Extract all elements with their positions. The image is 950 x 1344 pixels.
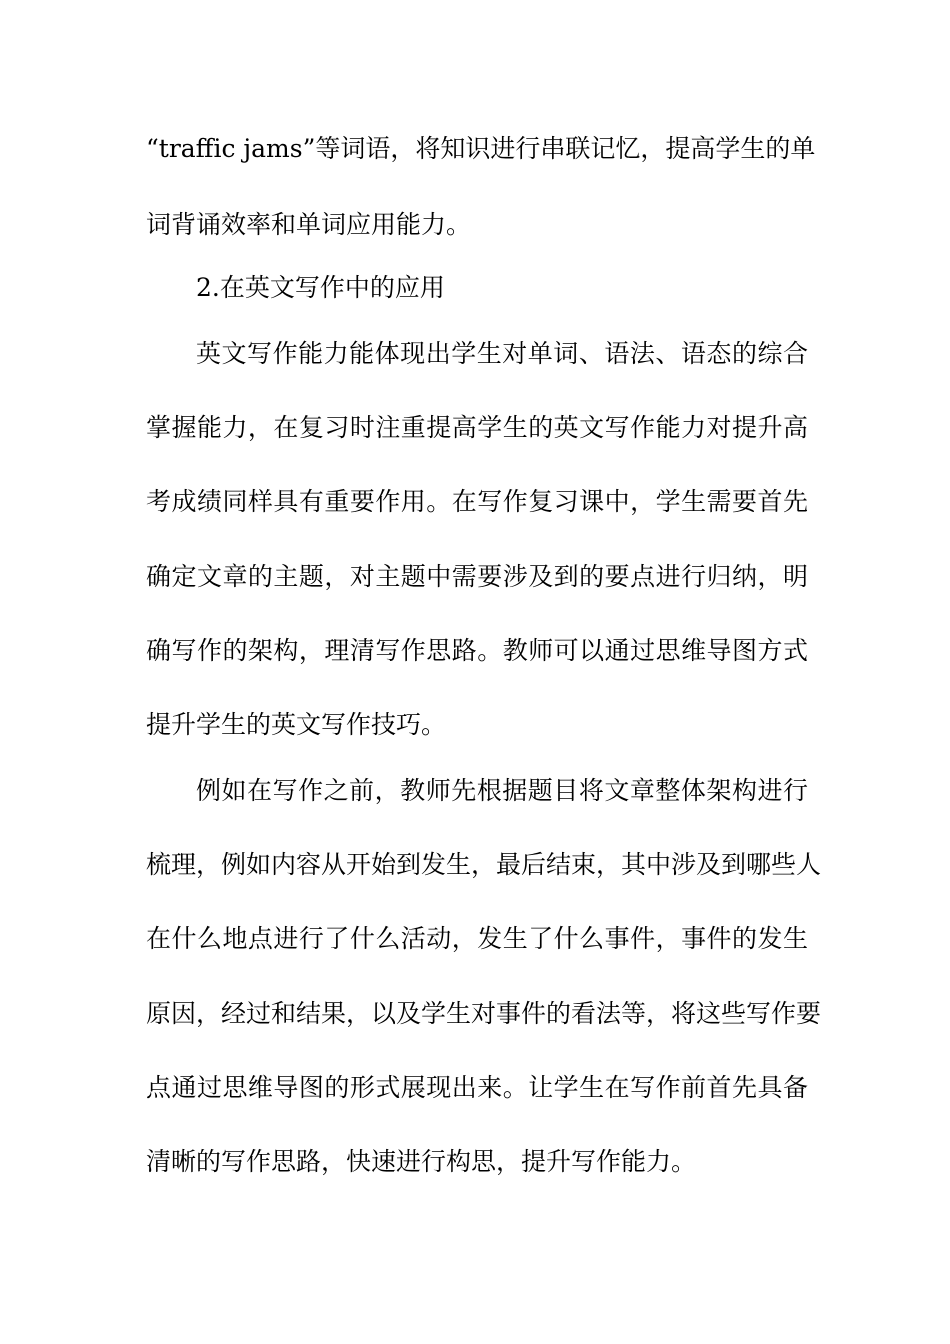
text-line: 确定文章的主题，对主题中需要涉及到的要点进行归纳，明 — [146, 562, 808, 591]
text-line: 清晰的写作思路，快速进行构思，提升写作能力。 — [146, 1147, 697, 1176]
text-line: 原因，经过和结果，以及学生对事件的看法等，将这些写作要 — [146, 999, 822, 1028]
text-line: 词背诵效率和单词应用能力。 — [146, 210, 472, 239]
text-line: 英文写作能力能体现出学生对单词、语法、语态的综合 — [196, 339, 808, 368]
text-line: “traffic jams”等词语，将知识进行串联记忆，提高学生的单 — [146, 134, 816, 163]
text-line: 考成绩同样具有重要作用。在写作复习课中，学生需要首先 — [146, 487, 808, 516]
text-line: 掌握能力，在复习时注重提高学生的英文写作能力对提升高 — [146, 413, 808, 442]
text-line: 点通过思维导图的形式展现出来。让学生在写作前首先具备 — [146, 1073, 808, 1102]
section-heading: 2.在英文写作中的应用 — [196, 273, 445, 302]
text-line: 提升学生的英文写作技巧。 — [146, 710, 447, 739]
text-line: 梳理，例如内容从开始到发生，最后结束，其中涉及到哪些人 — [146, 850, 822, 879]
text-line: 确写作的架构，理清写作思路。教师可以通过思维导图方式 — [146, 636, 808, 665]
text-line: 在什么地点进行了什么活动，发生了什么事件，事件的发生 — [146, 924, 808, 953]
text-line: 例如在写作之前，教师先根据题目将文章整体架构进行 — [196, 776, 808, 805]
